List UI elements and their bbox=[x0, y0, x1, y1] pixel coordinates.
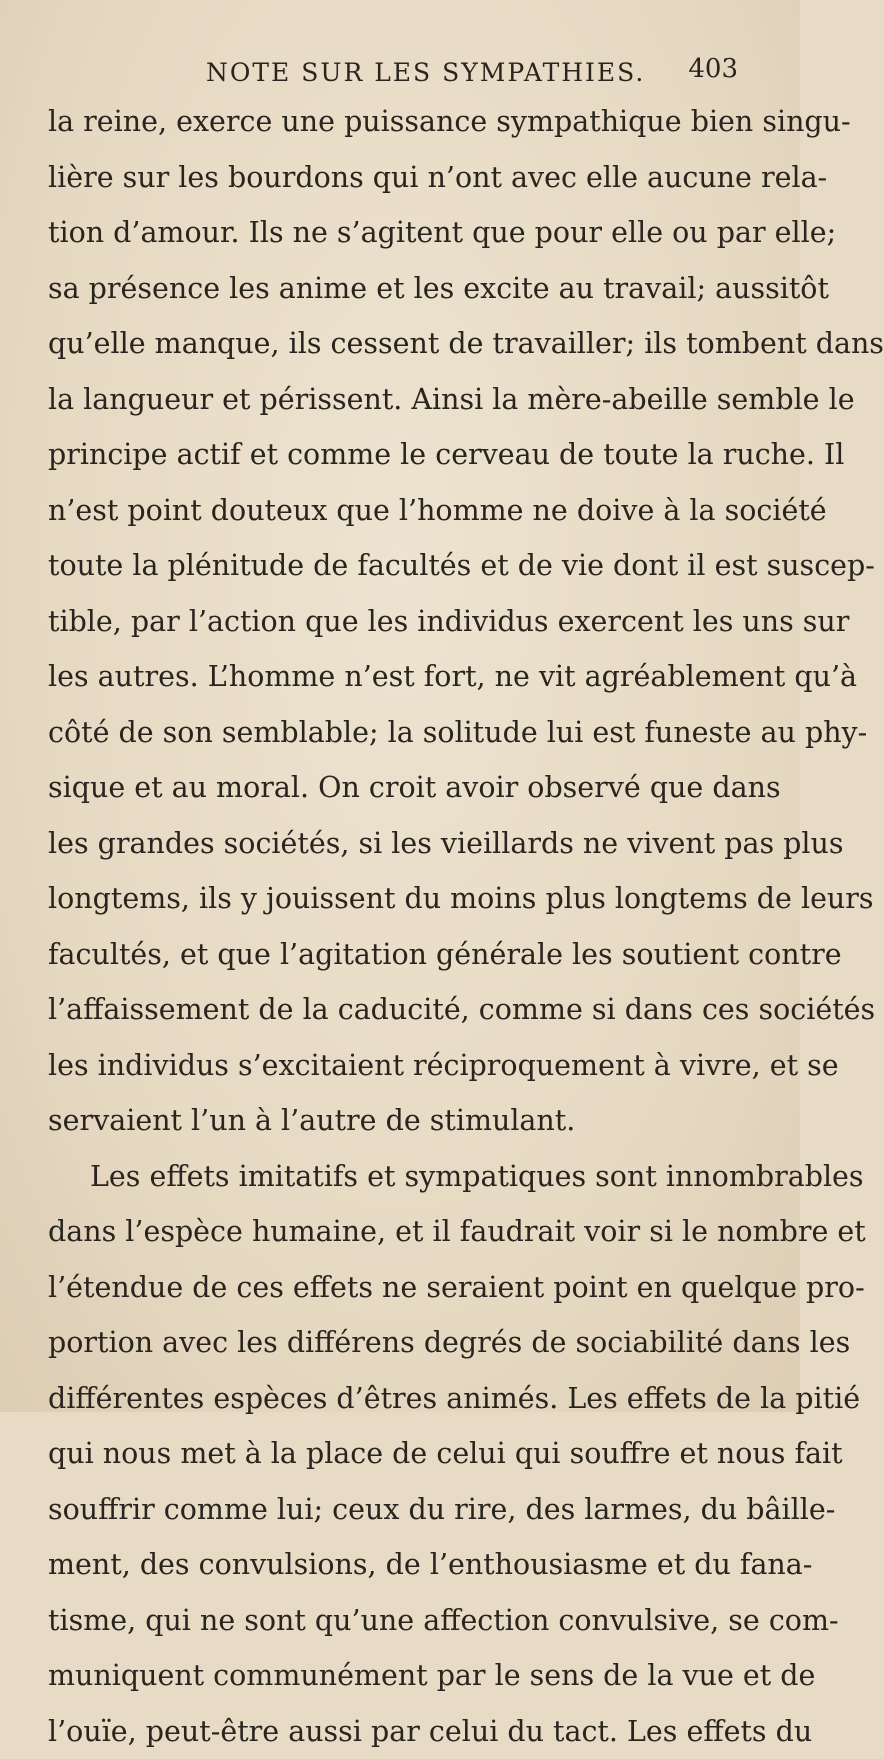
page-number: 403 bbox=[688, 54, 738, 84]
text-line: tible, par l’action que les individus exercent les uns sur bbox=[48, 594, 740, 650]
text-line: tion d’amour. Ils ne s’agitent que pour elle ou par elle; bbox=[48, 205, 740, 261]
text-line: qu’elle manque, ils cessent de travailler; ils tombent dans bbox=[48, 316, 740, 372]
text-line: ment, des convulsions, de l’enthousiasme et du fana- bbox=[48, 1537, 740, 1593]
header-title: NOTE SUR LES SYMPATHIES. bbox=[206, 58, 645, 87]
text-line: sique et au moral. On croit avoir observé que dans bbox=[48, 760, 740, 816]
text-line: servaient l’un à l’autre de stimulant. bbox=[48, 1093, 740, 1149]
text-line: lière sur les bourdons qui n’ont avec elle aucune rela- bbox=[48, 150, 740, 206]
text-line: la reine, exerce une puissance sympathique bien singu- bbox=[48, 94, 740, 150]
text-line: portion avec les différens degrés de sociabilité dans les bbox=[48, 1315, 740, 1371]
text-line: les grandes sociétés, si les vieillards ne vivent pas plus bbox=[48, 816, 740, 872]
running-head bbox=[48, 40, 740, 90]
body-text bbox=[48, 94, 740, 1759]
text-line: les individus s’excitaient réciproquement à vivre, et se bbox=[48, 1038, 740, 1094]
text-line: souffrir comme lui; ceux du rire, des larmes, du bâille- bbox=[48, 1482, 740, 1538]
text-line: longtems, ils y jouissent du moins plus longtems de leurs bbox=[48, 871, 740, 927]
text-line: l’ouïe, peut-être aussi par celui du tact. Les effets du bbox=[48, 1704, 740, 1759]
text-line: Les effets imitatifs et sympatiques sont innombrables bbox=[48, 1149, 740, 1205]
text-line: n’est point douteux que l’homme ne doive à la société bbox=[48, 483, 740, 539]
text-line: côté de son semblable; la solitude lui est funeste au phy- bbox=[48, 705, 740, 761]
text-line: sa présence les anime et les excite au travail; aussitôt bbox=[48, 261, 740, 317]
text-line: tisme, qui ne sont qu’une affection convulsive, se com- bbox=[48, 1593, 740, 1649]
text-line: différentes espèces d’êtres animés. Les effets de la pitié bbox=[48, 1371, 740, 1427]
text-line: l’étendue de ces effets ne seraient point en quelque pro- bbox=[48, 1260, 740, 1316]
text-line: toute la plénitude de facultés et de vie dont il est suscep- bbox=[48, 538, 740, 594]
text-line: muniquent communément par le sens de la vue et de bbox=[48, 1648, 740, 1704]
text-line: les autres. L’homme n’est fort, ne vit agréablement qu’à bbox=[48, 649, 740, 705]
text-line: la langueur et périssent. Ainsi la mère-abeille semble le bbox=[48, 372, 740, 428]
text-line: qui nous met à la place de celui qui souffre et nous fait bbox=[48, 1426, 740, 1482]
text-line: facultés, et que l’agitation générale les soutient contre bbox=[48, 927, 740, 983]
text-line: dans l’espèce humaine, et il faudrait voir si le nombre et bbox=[48, 1204, 740, 1260]
text-line: l’affaissement de la caducité, comme si dans ces sociétés bbox=[48, 982, 740, 1038]
text-line: principe actif et comme le cerveau de toute la ruche. Il bbox=[48, 427, 740, 483]
